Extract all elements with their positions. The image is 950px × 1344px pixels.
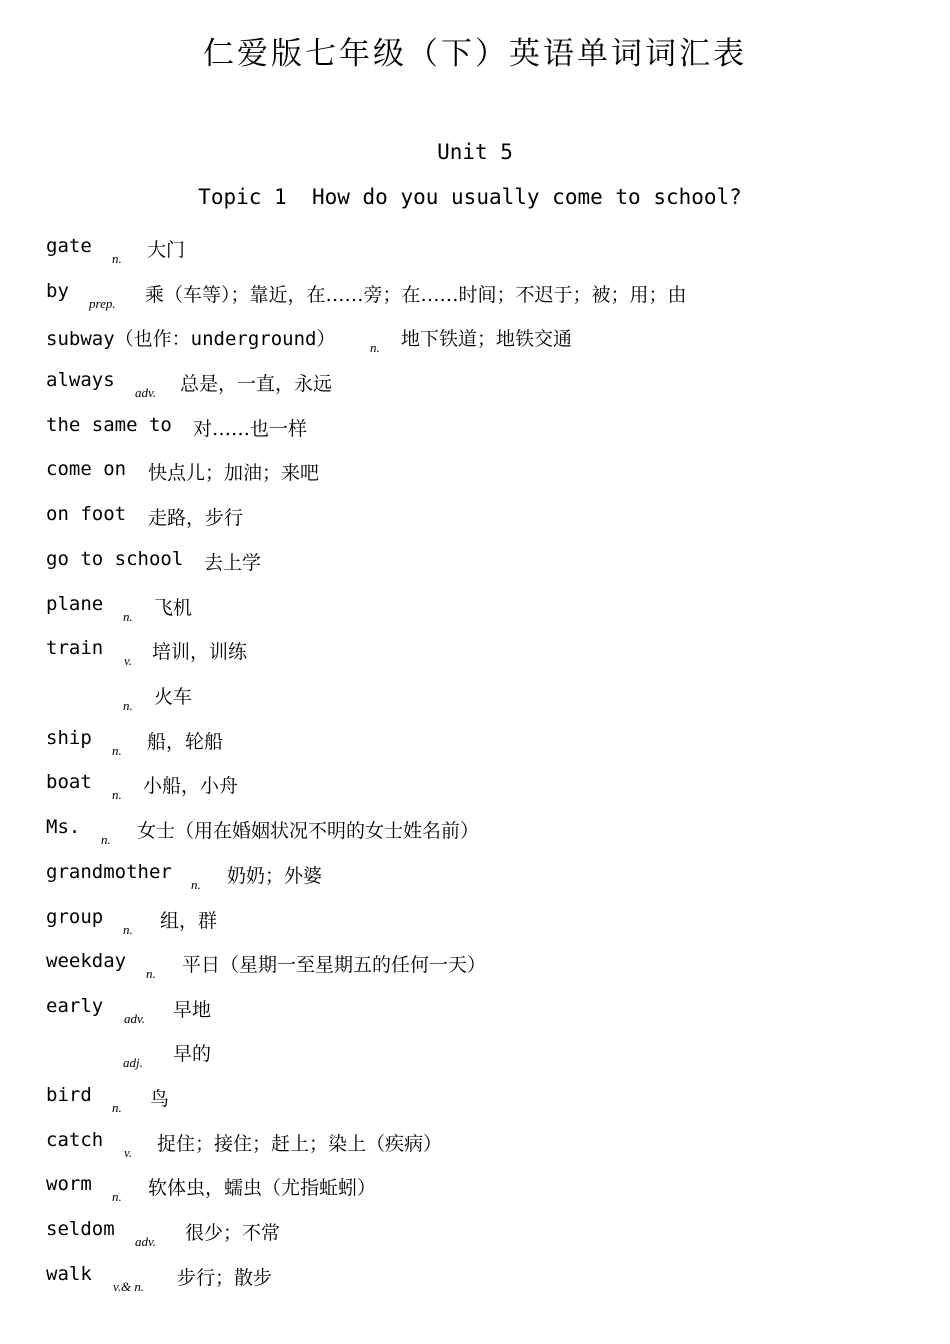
part-of-speech: v. xyxy=(124,1145,133,1160)
vocab-word: the same to xyxy=(46,414,172,436)
vocab-word: always xyxy=(46,369,115,391)
part-of-speech: v.& n. xyxy=(113,1279,145,1294)
part-of-speech: n. xyxy=(123,922,133,937)
part-of-speech: n. xyxy=(112,251,122,266)
vocab-definition: 飞机 xyxy=(154,597,193,619)
vocab-definition: 小船，小舟 xyxy=(143,775,239,797)
vocab-word: come on xyxy=(46,458,127,480)
part-of-speech: n. xyxy=(370,340,380,355)
vocab-definition: 总是，一直，永远 xyxy=(180,373,333,395)
vocab-word: seldom xyxy=(46,1218,115,1240)
vocab-definition: 走路，步行 xyxy=(148,507,244,529)
vocab-definition: 去上学 xyxy=(204,552,262,574)
vocab-word: subway（也作：underground） xyxy=(46,328,336,350)
topic-heading: Topic 1 How do you usually come to school? xyxy=(198,185,742,209)
vocab-word: on foot xyxy=(46,503,127,525)
unit-heading: Unit 5 xyxy=(437,140,513,164)
part-of-speech: adv. xyxy=(135,385,157,400)
vocab-definition: 早的 xyxy=(173,1043,212,1065)
part-of-speech: n. xyxy=(123,698,133,713)
vocab-definition: 鸟 xyxy=(150,1088,170,1110)
vocab-word: boat xyxy=(46,771,92,793)
vocab-definition: 地下铁道；地铁交通 xyxy=(401,328,573,350)
vocab-definition: 平日（星期一至星期五的任何一天） xyxy=(182,954,487,976)
vocab-definition: 船，轮船 xyxy=(147,731,224,753)
vocab-definition: 快点儿；加油；来吧 xyxy=(148,462,320,484)
vocab-word: ship xyxy=(46,727,92,749)
vocab-definition: 对……也一样 xyxy=(193,418,308,440)
vocab-definition: 火车 xyxy=(154,686,193,708)
part-of-speech: v. xyxy=(124,653,133,668)
vocab-definition: 软体虫，蠕虫（尤指蚯蚓） xyxy=(148,1177,377,1199)
vocab-definition: 早地 xyxy=(173,999,212,1021)
vocab-definition: 大门 xyxy=(147,239,186,261)
part-of-speech: n. xyxy=(146,966,156,981)
part-of-speech: n. xyxy=(112,787,122,802)
part-of-speech: prep. xyxy=(89,296,116,311)
vocab-word: catch xyxy=(46,1129,104,1151)
vocab-definition: 培训，训练 xyxy=(152,641,248,663)
part-of-speech: n. xyxy=(191,877,201,892)
vocab-word: worm xyxy=(46,1173,92,1195)
vocab-word: gate xyxy=(46,235,92,257)
part-of-speech: n. xyxy=(112,1100,122,1115)
vocab-word: by xyxy=(46,280,69,302)
vocab-word: early xyxy=(46,995,104,1017)
vocab-definition: 乘（车等）；靠近，在……旁；在……时间；不迟于；被；用；由 xyxy=(145,284,687,306)
vocab-word: weekday xyxy=(46,950,127,972)
part-of-speech: adv. xyxy=(124,1011,146,1026)
vocab-word: train xyxy=(46,637,104,659)
vocab-word: walk xyxy=(46,1263,92,1285)
page-title: 仁爱版七年级（下）英语单词词汇表 xyxy=(203,36,747,72)
vocab-definition: 奶奶；外婆 xyxy=(227,865,323,887)
part-of-speech: adv. xyxy=(135,1234,157,1249)
part-of-speech: n. xyxy=(123,609,133,624)
vocab-definition: 很少；不常 xyxy=(185,1222,281,1244)
vocab-word: Ms. xyxy=(46,816,81,838)
vocab-definition: 女士（用在婚姻状况不明的女士姓名前） xyxy=(137,820,480,842)
vocab-definition: 捉住；接住；赶上；染上（疾病） xyxy=(157,1133,443,1155)
vocab-word: group xyxy=(46,906,104,928)
vocab-definition: 步行；散步 xyxy=(177,1267,273,1289)
vocab-word: plane xyxy=(46,593,104,615)
part-of-speech: adj. xyxy=(123,1055,143,1070)
vocab-word: go to school xyxy=(46,548,184,570)
part-of-speech: n. xyxy=(112,743,122,758)
part-of-speech: n. xyxy=(101,832,111,847)
vocab-word: grandmother xyxy=(46,861,172,883)
vocab-word: bird xyxy=(46,1084,92,1106)
part-of-speech: n. xyxy=(112,1189,122,1204)
vocab-definition: 组，群 xyxy=(160,910,218,932)
